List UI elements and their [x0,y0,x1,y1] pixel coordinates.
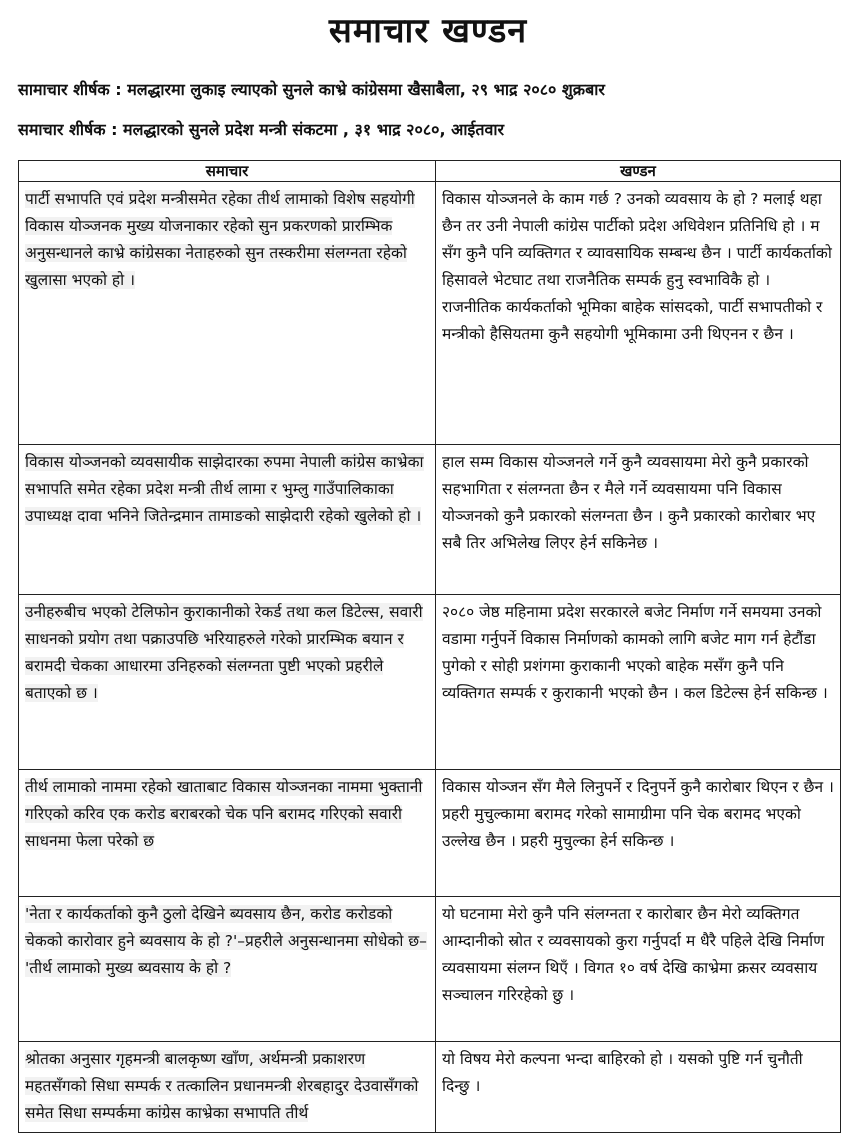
headline-1: सामाचार शीर्षक : मलद्धारमा लुकाइ ल्याएको सुनले काभ्रे कांग्रेसमा खैसाबैला, २९ भाद्र २०८० शुक्रबार [18,80,605,99]
column-header-news: समाचार [19,161,436,182]
column-header-denial: खण्डन [436,161,841,182]
table-row [19,445,841,595]
news-text: तीर्थ लामाको नाममा रहेको खाताबाट विकास योञ्जनका नाममा भुक्तानी गरिएको करिव एक करोड बराबरको चेक पनि बरामद गरिएको सवारी साधनमा फेला परेको छ [25,778,423,850]
table-row [19,770,841,897]
news-text: उनीहरुबीच भएको टेलिफोन कुराकानीको रेकर्ड तथा कल डिटेल्स, सवारी साधनको प्रयोग तथा पक्राउपछि भरियाहरुले गरेको प्रारम्भिक बयान र बरामदी चेकका आधारमा उनिहरुको संलग्नता पुष्टी भएको प्रहरीले बताएको छ । [25,603,423,702]
news-text: विकास योञ्जनको व्यवसायीक साझेदारका रुपमा नेपाली कांग्रेस काभ्रेका सभापति समेत रहेका प्रदेश मन्त्री तीर्थ लामा र भुम्लु गाउँपालिकाका उपाध्यक्ष दावा भनिने जितेन्द्रमान तामाङको साझेदारी रहेको खुलेको हो । [25,453,424,525]
denial-cell: विकास योञ्जन सँग मैले लिनुपर्ने र दिनुपर्ने कुनै कारोबार थिएन र छैन । प्रहरी मुचुल्कामा बरामद गरेको सामाग्रीमा पनि चेक बरामद भएको उल्लेख छैन । प्रहरी मुचुल्का हेर्न सकिन्छ । [436,770,841,897]
denial-cell: २०८० जेष्ठ महिनामा प्रदेश सरकारले बजेट निर्माण गर्ने समयमा उनको वडामा गर्नुपर्ने विकास निर्माणको कामको लागि बजेट माग गर्न हेटौंडा पुगेको र सोही प्रशंगमा कुराकानी भएको बाहेक मसँग कुनै पनि व्यक्तिगत सम्पर्क र कुराकानी भएको छैन । कल डिटेल्स हेर्न सकिन्छ । [436,595,841,770]
denial-cell: यो विषय मेरो कल्पना भन्दा बाहिरको हो । यसको पुष्टि गर्न चुनौती दिन्छु । [436,1042,841,1133]
news-cell [19,445,436,595]
news-text: 'नेता र कार्यकर्ताको कुनै ठुलो देखिने ब्यवसाय छैन, करोड करोडको चेकको कारोवार हुने ब्यवसाय के हो ?'–प्रहरीले अनुसन्धानमा सोधेको छ– 'तीर्थ लामाको मुख्य ब्यवसाय के हो ? [25,905,427,977]
headline-2: समाचार शीर्षक : मलद्धारको सुनले प्रदेश मन्त्री संकटमा , ३१ भाद्र २०८०, आईतवार [18,120,505,139]
news-cell [19,897,436,1042]
document-title: समाचार खण्डन [328,11,528,51]
news-cell [19,182,436,445]
table-row [19,897,841,1042]
table-row [19,1042,841,1133]
news-cell [19,595,436,770]
table-row [19,182,841,445]
denial-cell: विकास योञ्जनले के काम गर्छ ? उनको व्यवसाय के हो ? मलाई थहा छैन तर उनी नेपाली कांग्रेस पार्टीको प्रदेश अधिवेशन प्रतिनिधि हो । म सँग कुनै पनि व्यक्तिगत र व्यावसायिक सम्बन्ध छैन । पार्टी कार्यकर्ताको हिसावले भेटघाट तथा राजनैतिक सम्पर्क हुनु स्वभाविकै हो । राजनीतिक कार्यकर्ताको भूमिका बाहेक सांसदको, पार्टी सभापतीको र मन्त्रीको हैसियतमा कुनै सहयोगी भूमिकामा उनी थिएनन र छैन । [436,182,841,445]
news-denial-table [18,160,841,1133]
table-row [19,595,841,770]
news-text: श्रोतका अनुसार गृहमन्त्री बालकृष्ण खाँण, अर्थमन्त्री प्रकाशरण महतसँगको सिधा सम्पर्क र तत्कालिन प्रधानमन्त्री शेरबहादुर देउवासँगको समेत सिधा सम्पर्कमा कांग्रेस काभ्रेका सभापति तीर्थ [25,1050,419,1122]
table-header-row [19,161,841,182]
news-cell [19,1042,436,1133]
denial-cell: हाल सम्म विकास योञ्जनले गर्ने कुनै व्यवसायमा मेरो कुनै प्रकारको सहभागिता र संलग्नता छैन र मैले गर्ने व्यवसायमा पनि विकास योञ्जनको कुनै प्रकारको संलग्नता छैन । कुनै प्रकारको कारोबार भए सबै तिर अभिलेख लिएर हेर्न सकिनेछ । [436,445,841,595]
news-cell [19,770,436,897]
denial-cell: यो घटनामा मेरो कुनै पनि संलग्नता र कारोबार छैन मेरो व्यक्तिगत आम्दानीको स्रोत र व्यवसायको कुरा गर्नुपर्दा म धैरै पहिले देखि निर्माण व्यवसायमा संलग्न थिएँ । विगत १० वर्ष देखि काभ्रेमा क्रसर व्यवसाय सञ्चालन गरिरहेको छु । [436,897,841,1042]
news-text: पार्टी सभापति एवं प्रदेश मन्त्रीसमेत रहेका तीर्थ लामाको विशेष सहयोगी विकास योञ्जनक मुख्य योजनाकार रहेको सुन प्रकरणको प्रारम्भिक अनुसन्धानले काभ्रे कांग्रेसका नेताहरुको सुन तस्करीमा संलग्नता रहेको खुलासा भएको हो । [25,190,415,289]
